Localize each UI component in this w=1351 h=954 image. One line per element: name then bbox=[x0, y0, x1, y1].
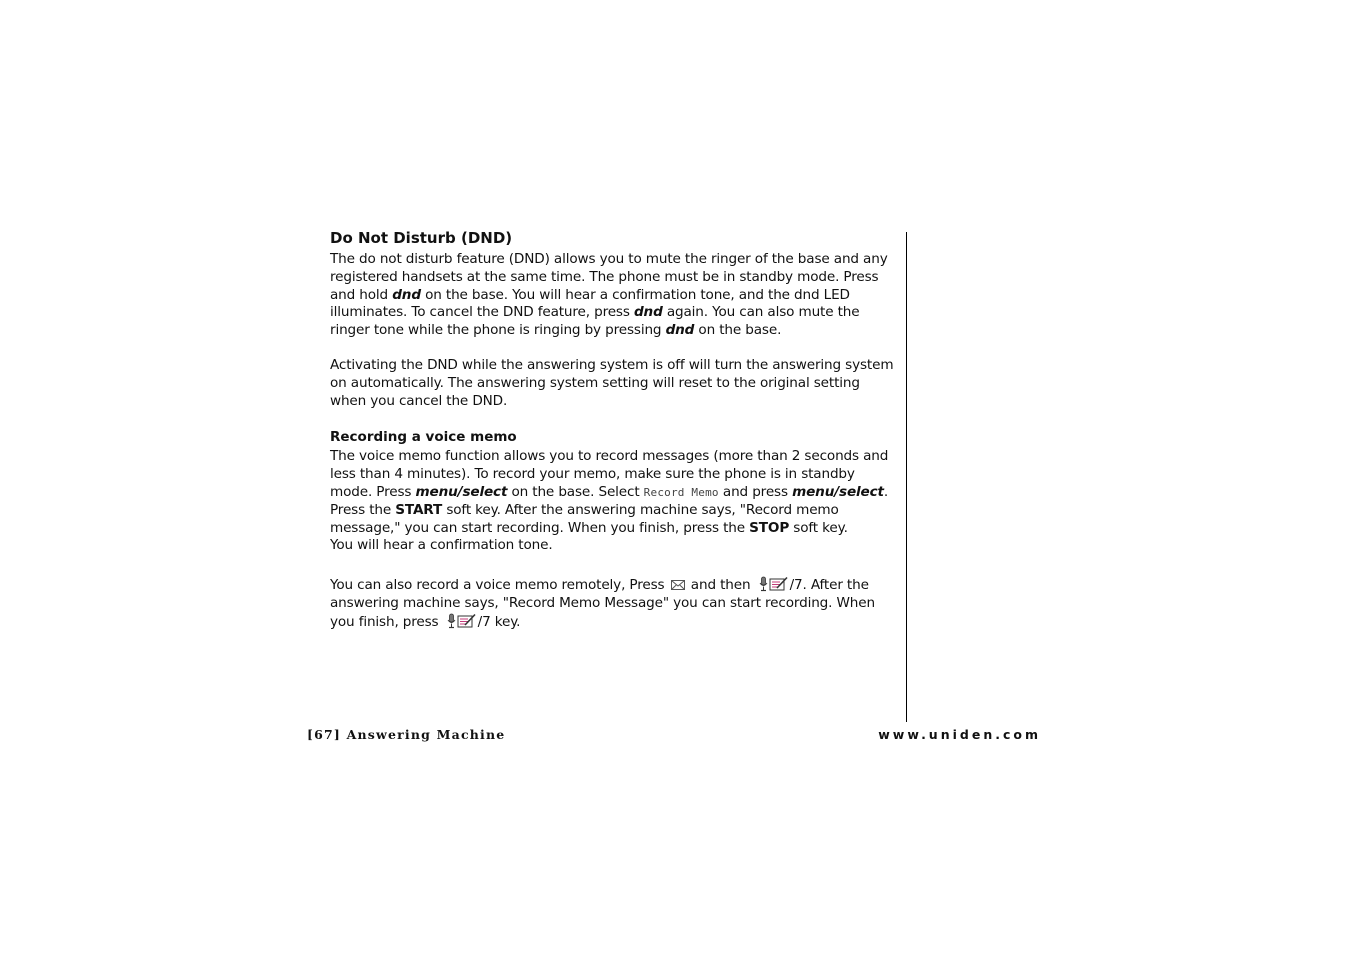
start-softkey: START bbox=[395, 501, 443, 518]
footer-page-label: [67] Answering Machine bbox=[307, 727, 506, 742]
text-run: /7 key. bbox=[477, 613, 521, 630]
text-run: again. You can also mute the ringer tone while the phone is ringing by pressing bbox=[330, 304, 860, 339]
dnd-key: dnd bbox=[392, 286, 421, 303]
text-run: You can also record a voice memo remotely, Press bbox=[330, 577, 669, 594]
column-divider bbox=[906, 232, 907, 722]
text-run: and press bbox=[718, 483, 793, 500]
text-run: The voice memo function allows you to record messages (more than 2 seconds and less than 4 minutes). To record your memo, make sure the phone is in standby mode. Press bbox=[330, 448, 889, 500]
text-run: The do not disturb feature (DND) allows you to mute the ringer of the base and any registered handsets at the same time. The phone must be in standby mode. Press and hold bbox=[330, 251, 888, 303]
text-run: and then bbox=[686, 577, 755, 594]
menu-select-key: menu/select bbox=[792, 483, 884, 500]
stop-softkey: STOP bbox=[749, 519, 790, 536]
page-content bbox=[330, 228, 896, 632]
text-run: You will hear a confirmation tone. bbox=[330, 537, 553, 554]
text-run: soft key. bbox=[789, 519, 848, 536]
text-run: soft key. After the answering machine says, "Record memo message," you can start recording. When you finish, press the bbox=[330, 501, 839, 536]
menu-select-key: menu/select bbox=[415, 483, 508, 500]
text-run: . Press the bbox=[330, 483, 889, 518]
lcd-record-memo: Record Memo bbox=[643, 485, 719, 499]
memo-paragraph-2 bbox=[330, 576, 896, 631]
dnd-key: dnd bbox=[665, 322, 695, 339]
dnd-paragraph-1 bbox=[330, 251, 896, 340]
dnd-heading: Do Not Disturb (DND) bbox=[330, 229, 513, 247]
memo-paragraph-1 bbox=[330, 448, 896, 555]
envelope-icon bbox=[671, 578, 685, 588]
text-run: /7. After the answering machine says, "Record Memo Message" you can start recording. When you finish, press bbox=[330, 577, 875, 630]
memo-heading: Recording a voice memo bbox=[330, 429, 517, 446]
microphone-memo-icon bbox=[759, 576, 789, 592]
text-run: on the base. bbox=[694, 322, 782, 339]
microphone-memo-icon bbox=[447, 613, 477, 629]
footer-website: www.uniden.com bbox=[878, 727, 1041, 742]
dnd-key: dnd bbox=[633, 304, 663, 321]
text-run: on the base. You will hear a confirmation tone, and the dnd LED illuminates. To cancel the DND feature, press bbox=[330, 286, 850, 321]
text-run: on the base. Select bbox=[507, 483, 644, 500]
dnd-paragraph-2: Activating the DND while the answering system is off will turn the answering system on automatically. The answering system setting will reset to the original setting when you cancel the DND. bbox=[330, 356, 894, 409]
